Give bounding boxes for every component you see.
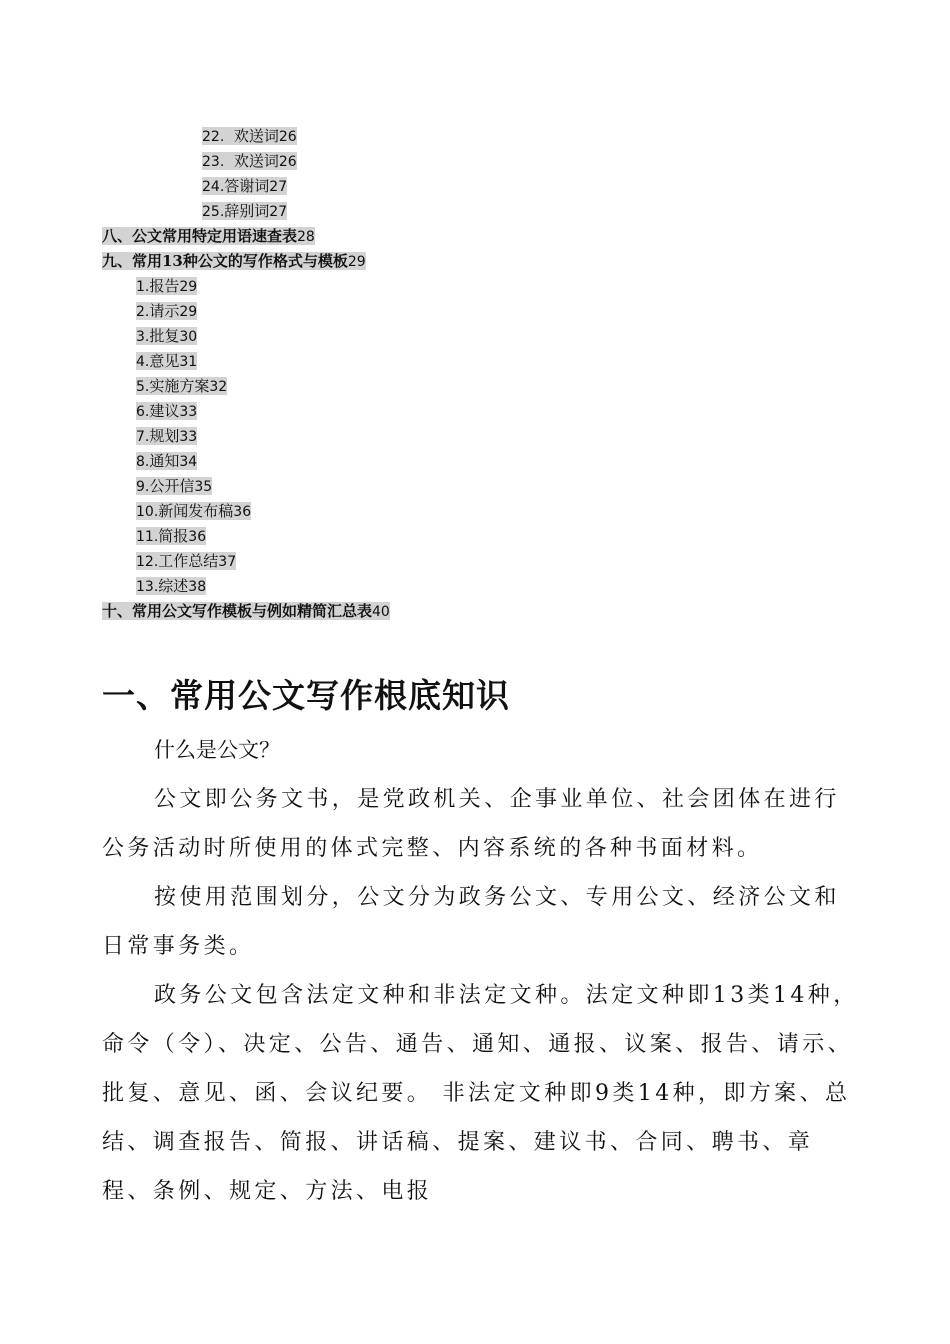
toc-entry-number: 1.: [136, 279, 150, 295]
toc-entry[interactable]: [102, 225, 315, 247]
toc-entry-title: 八、公文常用特定用语速查表: [102, 227, 298, 245]
toc-entry[interactable]: [202, 175, 287, 197]
toc-entry-page: 38: [188, 579, 207, 595]
toc-entry-number: 24.: [202, 179, 225, 195]
body-paragraph: 按使用范围划分，公文分为政务公文、专用公文、经济公文和日常事务类。: [102, 885, 840, 959]
toc-entry-title: 意见: [149, 352, 180, 370]
toc-entry-page: 26: [278, 129, 297, 145]
toc-entry-page: 28: [297, 229, 315, 245]
body-paragraph: 公文即公务文书，是党政机关、企事业单位、社会团体在进行公务活动时所使用的体式完整、内容系统的各种书面材料。: [102, 787, 840, 861]
toc-entry-title: 欢送词: [233, 152, 279, 170]
toc-entry-number: 25.: [202, 204, 225, 220]
toc-entry-page: 40: [372, 604, 390, 620]
toc-entry-number: 12.: [136, 554, 159, 570]
toc-entry-title: 新闻发布稿: [158, 502, 234, 520]
toc-entry-title: 规划: [149, 427, 180, 445]
toc-entry-title: 欢送词: [233, 127, 279, 145]
toc-entry-title: 公开信: [149, 477, 195, 495]
toc-entry[interactable]: [136, 400, 197, 422]
toc-entry-title: 十、常用公文写作模板与例如精简汇总表: [102, 602, 373, 620]
toc-entry[interactable]: [136, 375, 227, 397]
toc-entry-number: 4.: [136, 354, 150, 370]
toc-entry-page: 29: [179, 279, 198, 295]
toc-entry[interactable]: [202, 200, 287, 222]
toc-entry-title: 批复: [149, 327, 180, 345]
toc-entry-number: 2.: [136, 304, 150, 320]
toc-entry[interactable]: [136, 350, 197, 372]
toc-entry[interactable]: [136, 425, 197, 447]
toc-entry[interactable]: [202, 125, 297, 147]
toc-entry[interactable]: [136, 550, 236, 572]
toc-entry-page: 29: [179, 304, 198, 320]
toc-entry-number: 11.: [136, 529, 159, 545]
toc-entry-number: 23.: [202, 154, 225, 170]
toc-entry-page: 26: [278, 154, 297, 170]
toc-entry-title: 请示: [149, 302, 180, 320]
toc-entry-page: 36: [188, 529, 207, 545]
toc-entry-page: 33: [179, 429, 198, 445]
section-subheading: 什么是公文？: [154, 738, 280, 762]
toc-entry[interactable]: [136, 475, 212, 497]
toc-entry[interactable]: [136, 575, 206, 597]
toc-entry-number: 5.: [136, 379, 150, 395]
toc-entry-number: 7.: [136, 429, 150, 445]
toc-entry[interactable]: [136, 525, 206, 547]
toc-entry-page: 32: [209, 379, 228, 395]
toc-entry-number: 10.: [136, 504, 159, 520]
toc-entry-page: 31: [179, 354, 198, 370]
toc-entry-page: 33: [179, 404, 198, 420]
toc-entry[interactable]: [102, 600, 390, 622]
toc-entry-title: 简报: [158, 527, 189, 545]
toc-entry-page: 34: [179, 454, 198, 470]
toc-entry[interactable]: [136, 275, 197, 297]
toc-entry-number: 8.: [136, 454, 150, 470]
section-heading: 一、常用公文写作根底知识: [102, 676, 510, 715]
toc-entry-page: 27: [269, 204, 288, 220]
toc-entry-number: 13.: [136, 579, 159, 595]
toc-entry[interactable]: [136, 300, 197, 322]
toc-entry-page: 27: [269, 179, 288, 195]
toc-entry-page: 36: [233, 504, 252, 520]
toc-entry-title: 实施方案: [149, 377, 210, 395]
toc-entry-title: 综述: [158, 577, 189, 595]
toc-entry-title: 报告: [149, 277, 180, 295]
toc-entry-page: 30: [179, 329, 198, 345]
body-paragraph: 政务公文包含法定文种和非法定文种。法定文种即13类14种，命令（令）、决定、公告、通告、通知、通报、议案、报告、请示、批复、意见、函、会议纪要。 非法定文种即9类14种，即方案、总结、调查报告、简报、讲话稿、提案、建议书、合同、聘书、章程、条例、规定、方法、电报: [102, 983, 859, 1204]
toc-entry-title: 工作总结: [158, 552, 219, 570]
toc-entry-title: 九、常用13种公文的写作格式与模板: [102, 252, 348, 270]
toc-entry-number: 9.: [136, 479, 150, 495]
toc-entry-number: 6.: [136, 404, 150, 420]
toc-entry-page: 37: [218, 554, 237, 570]
toc-entry-title: 辞别词: [224, 202, 270, 220]
toc-entry-number: 3.: [136, 329, 150, 345]
toc-entry-number: 22.: [202, 129, 225, 145]
toc-entry-title: 答谢词: [224, 177, 270, 195]
toc-entry-page: 35: [194, 479, 213, 495]
toc-entry[interactable]: [136, 450, 197, 472]
toc-entry-title: 通知: [149, 452, 180, 470]
toc-entry[interactable]: [102, 250, 366, 272]
toc-entry[interactable]: [136, 325, 197, 347]
toc-entry-page: 29: [347, 254, 366, 270]
toc-entry-title: 建议: [149, 402, 180, 420]
toc-entry[interactable]: [202, 150, 297, 172]
toc-entry[interactable]: [136, 500, 251, 522]
